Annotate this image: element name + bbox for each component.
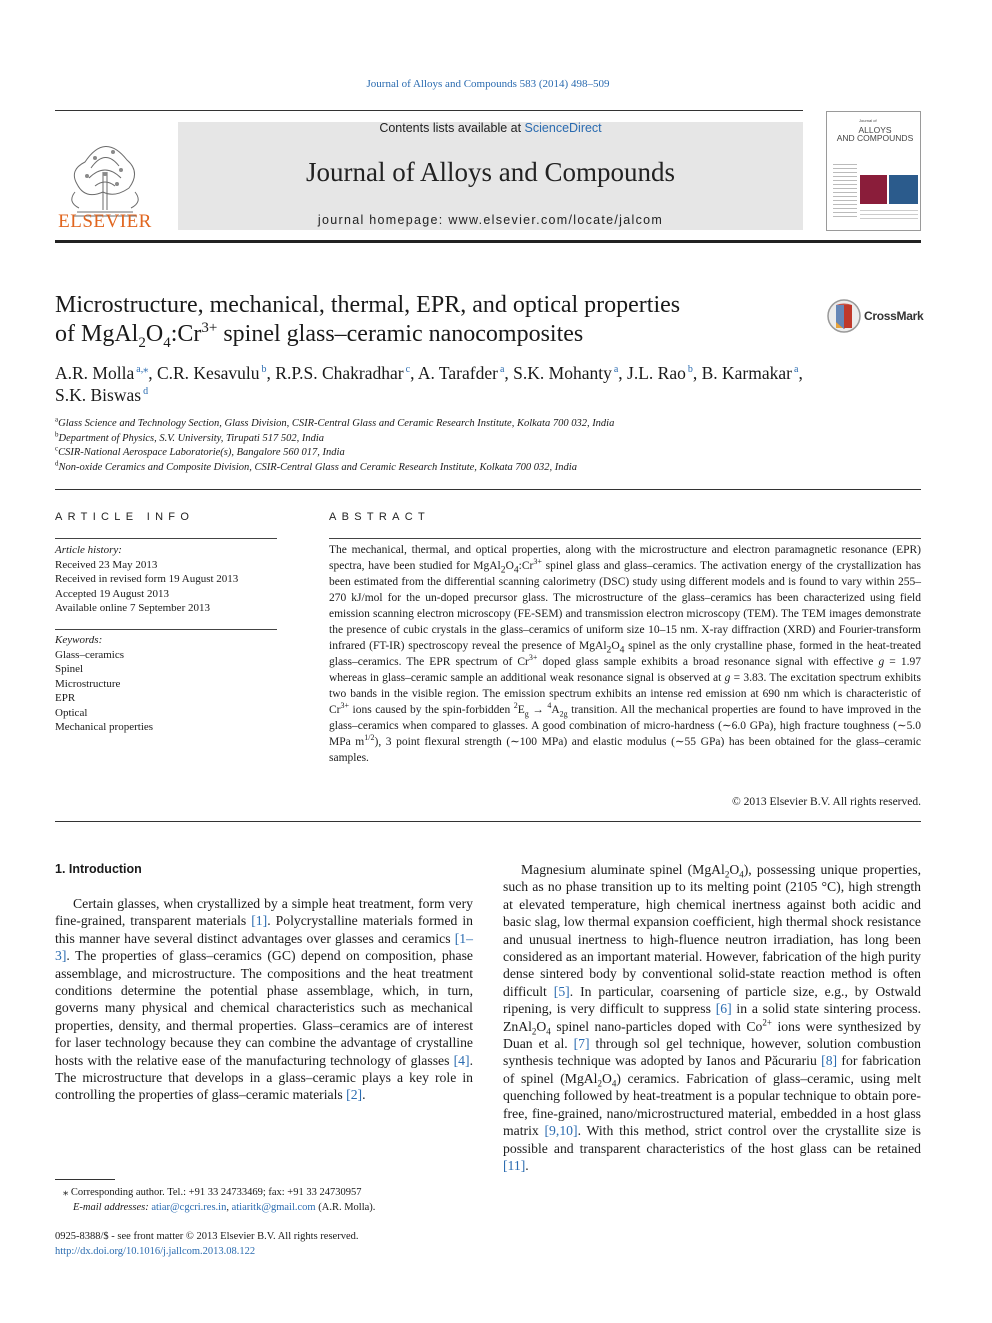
title-sub: 2 [138,334,146,351]
body-text: . Polycrystalline materials formed in this manner have several distinct advantages over glasses and ceramics [55,913,474,946]
affiliation-mark: b [55,430,59,438]
abstract-text: = 3.83. The excitation spectrum exhibits two bands in the visible region. The emission spectrum exhibits an intense red emission at 690 nm which is characteristic of Cr [329,672,921,716]
author-affiliation-mark[interactable]: a [794,364,799,376]
body-text: . In particular, coarsening of particle size, e.g., by Ostwald ripening, is very difficult to suppress [503,983,922,1017]
article-history [55,543,277,616]
abstract-heading: ABSTRACT [329,511,431,523]
keywords-label: Keywords: [55,634,103,646]
body-text: . The properties of glass–ceramics (GC) depend on composition, phase assemblage, and microstructure. The compositions and the heat treatment conditions determine the potential phase assemblage, which, in turn, governs many physical and chemical characteristics such as mechanical properties, density, and thermal properties. Glass–ceramics are of interest for laser technology because they can combine the advantage of crystalline hosts with the relative ease of the manufacturing technology of glasses [55,948,473,1068]
journal-reference[interactable]: Journal of Alloys and Compounds 583 (2014) 498–509 [366,78,610,90]
cover-red-block [860,175,887,204]
cover-text-lines [833,164,857,219]
citation-link[interactable]: [8] [821,1053,838,1069]
homepage-link[interactable]: www.elsevier.com/locate/jalcom [448,213,664,227]
sciencedirect-link[interactable]: ScienceDirect [524,121,602,135]
keywords-block [55,633,277,735]
article-title [55,291,785,349]
affiliation-mark: c [55,444,59,453]
affiliation-text: Glass Science and Technology Section, Glass Division, CSIR-Central Glass and Ceramic Research Institute, Kolkata 700 032, India [58,418,615,429]
author-separator: , [266,363,276,383]
divider-rule [55,489,921,490]
affiliation-item [55,417,921,432]
email-tail: (A.R. Molla). [315,1202,376,1213]
elsevier-wordmark[interactable]: ELSEVIER [58,211,152,232]
abstract-text: transition. All the mechanical properties are found to have improved in the glass–ceramics when compared to glasses. A good combination of micro-hardness (∼6.0 GPa), high fracture toughness (∼5.0 MPa m [329,704,922,748]
author-affiliation-mark[interactable]: a,⁎ [136,364,149,376]
author-affiliation-mark[interactable]: c [405,364,411,376]
section-heading-introduction: 1. Introduction [55,862,142,876]
cover-journal-of: Journal of [859,118,877,123]
intro-column-left [55,895,473,1104]
affiliation-text: CSIR-National Aerospace Laboratorie(s), Bangalore 560 017, India [58,447,345,458]
body-text: ), possessing unique properties, such as no phase transition up to its melting point (2105 °C), high strength at elevated temperature, high chemical inertness against both acidic and basic slag, low thermal expansion coefficient, high thermal shock resistance and unusual inertness to high-fluence neutron irradiation, has long been considered as an important material. However, fabrication of the high purity dense sintered body by conventional solid-state reaction method is often difficult [503,862,921,999]
cover-blue-block [889,175,918,204]
keyword-item: Optical [55,706,88,719]
history-item: Received 23 May 2013 [55,558,158,571]
author-separator: , [410,363,418,383]
author-name[interactable]: A. Tarafder [417,363,498,383]
keyword-item: EPR [55,692,76,704]
citation-link[interactable]: [11] [503,1157,526,1173]
citation-link[interactable]: [5] [553,983,570,999]
affiliation-list [55,417,921,475]
crossmark-icon [826,298,862,334]
citation-link[interactable]: [2] [346,1087,363,1103]
affiliation-item [55,446,921,461]
history-label: Article history: [55,544,122,556]
author-name[interactable]: B. Karmakar [701,363,792,383]
email-link[interactable]: atiar@cgcri.res.in [151,1202,227,1213]
email-link[interactable]: atiaritk@gmail.com [231,1202,316,1213]
title-rest: spinel glass–ceramic nanocomposites [217,321,584,347]
abstract-text: The mechanical, thermal, and optical properties, along with the microstructure and electron paramagnetic resonance (EPR) spectra, have been studied for MgAl [329,544,921,572]
citation-link[interactable]: [7] [573,1036,590,1052]
history-item: Accepted 19 August 2013 [55,587,169,600]
body-text: ) ceramics. Fabrication of glass–ceramic, using melt quenching followed by heat-treatment is a popular technique to obtain pore-free, fine-grained, nano/microstructured material, embedded in a host glass matrix [503,1070,922,1139]
abstract-text: spinel glass and glass–ceramics. The activation energy of the crystallization has been estimated from the differential scanning calorimetry (DSC) study using different models and is found to vary within 255–270 kJ/mol for the un-doped precursor glass. The microstructure of the glass–ceramics has been characterized using field emission scanning electron microscopy (FE-SEM) and transmission electron microscopy (TEM). The TEM images demonstrate the presence of cubic crystals in the glass–ceramics of uniform size 10–15 nm. X-ray diffraction (XRD) and Fourier-transform infrared (FT-IR) spectroscopy reveal the presence of MgAl [329,560,921,652]
keyword-item: Microstructure [55,677,121,690]
keyword-item: Glass–ceramics [55,648,125,661]
author-affiliation-mark[interactable]: b [687,364,693,376]
body-text: ions were synthesized by Duan et al. [503,1018,921,1052]
author-separator: , [798,363,803,383]
cover-title-compounds: AND COMPOUNDS [836,133,914,143]
author-name[interactable]: S.K. Mohanty [513,363,612,383]
author-name[interactable]: J.L. Rao [627,363,686,383]
homepage-prefix: journal homepage: [317,213,449,227]
body-text: . With this method, strict control over the crystallite size is possible and transparent characteristics of the host glass can be retained [503,1123,921,1156]
abstract-body: The mechanical, thermal, and optical properties, along with the microstructure and electron paramagnetic resonance (EPR) spectra, have been studied for $MgAl_2O_4:Cr^{3+}$ spinel glass and glass–ceramics. The activation energy of the crystallization has been estimated from the differential scanning calorimetry (DSC) study using different models and is found to vary within 255–270 kJ/mol for the un-doped precursor glass. The microstructure of the glass–ceramics has been characterized using field emission scanning electron microscopy (FE-SEM) and transmission electron microscopy (TEM). The TEM images demonstrate the presence of cubic crystals in the glass–ceramics of uniform size 10–15 nm. X-ray diffraction (XRD) and Fourier-transform infrared (FT-IR) spectroscopy reveal the presence of $MgAl_2O_4$ spinel as the only crystalline phase, formed in the heat-treated glass–ceramics. The EPR spectrum of $Cr^{3+}$ doped glass sample exhibits a broad resonance signal with effective g = 1.97 whereas in glass–ceramic sample an additional weak resonance signal is observed at g = 3.83. The excitation spectrum exhibits two bands in the visible region. The emission spectrum exhibits an intense red emission at 690 nm which is characteristic of $Cr^{3+}$ ions caused by the spin-forbidden $^2E_g \to ^4A_{2g}$ transition. All the mechanical properties are found to have improved in the glass–ceramics when compared to glasses. A good combination of micro-hardness (∼6.0 GPa), high fracture toughness (∼5.0 MPa $m^{1/2}$), 3 point flexural strength (∼100 MPa) and elastic modulus (∼55 GPa) has been obtained for the glass–ceramic samples. [329,544,922,764]
affiliation-text: Department of Physics, S.V. University, Tirupati 517 502, India [58,432,325,444]
keyword-item: Mechanical properties [55,721,154,733]
citation-link[interactable]: [4] [453,1052,470,1068]
affiliation-item [55,432,921,447]
body-text: . [362,1087,366,1103]
author-separator: , [692,363,702,383]
affiliation-text: Non-oxide Ceramics and Composite Division, CSIR-Central Glass and Ceramic Research Institute, Kolkata 700 032, India [58,461,577,473]
copyright-line: © 2013 Elsevier B.V. All rights reserved. [732,796,921,808]
author-affiliation-mark[interactable]: a [499,364,505,376]
divider-rule [55,821,921,822]
author-separator: , [148,363,157,383]
keyword-item: Spinel [55,663,84,675]
issn-line: 0925-8388/$ - see front matter © 2013 Elsevier B.V. All rights reserved. [55,1231,359,1242]
email-line [55,1200,485,1215]
abstract-text: ), 3 point flexural strength (∼100 MPa) and elastic modulus (∼55 GPa) has been obtained for the glass–ceramic samples. [329,736,921,764]
citation-link[interactable]: [1] [251,913,268,929]
email-separator: , [226,1202,232,1213]
contents-line [178,121,803,135]
masthead-top-rule [55,110,803,111]
body-text: . [525,1157,529,1173]
corresponding-author-line: ⁎ Corresponding author. Tel.: +91 33 24733469; fax: +91 33 24730957 [63,1187,362,1198]
journal-cover-thumbnail[interactable] [826,111,921,231]
affiliation-mark: a [55,415,59,424]
body-text: spinel nano-particles doped with Co [550,1018,763,1034]
cover-title-alloys: ALLOYS [858,125,892,135]
abstract-text: ions caused by the spin-forbidden [349,704,514,716]
title-cr: :Cr [170,321,202,347]
affiliation-mark: d [55,459,59,467]
cover-title [833,126,917,142]
footnote-rule [55,1179,115,1180]
author-separator: , [618,363,628,383]
crossmark-label: CrossMark [864,309,924,323]
info-rule [55,629,277,630]
intro-column-right: Magnesium aluminate spinel $(MgAl_2O_4)$, possessing unique properties, such as no phase transition up to its melting point (2105 °C), high strength at elevated temperature, high chemical inertness against both acidic and basic slag, low thermal expansion coefficient, high thermal shock resistance and unusual inertness to high-fluence neutron irradiation, has long been considered as an important material. However, fabrication of the high purity dense sintered body by conventional solid-state reaction method is often difficult [5]. In particular, coarsening of particle size, e.g., by Ostwald ripening, is very difficult to suppress [6] in a solid state sintering process. $ZnAl_2O_4$ spinel nano-particles doped with $Co^{2+}$ ions were synthesized by Duan et al. [7] through sol gel technique, however, solution combustion synthesis technique was adopted by Ianos and Păcurariu [8] for fabrication of spinel $(MgAl_2O_4)$ ceramics. Fabrication of glass–ceramic, using melt quenching followed by heat-treatment is a popular technique to obtain pore-free, fine-grained, nano/microstructured material, embedded in a host glass matrix [9,10]. With this method, strict control over the crystallite size is possible and transparent characteristics of the host glass can be retained [11]. [503,862,922,1173]
title-line-1: Microstructure, mechanical, thermal, EPR, and optical properties [55,292,681,318]
corresponding-author-footnote [55,1185,485,1215]
title-sub: 4 [163,334,171,351]
masthead-thick-rule [55,240,921,243]
contents-prefix: Contents lists available at [379,121,525,135]
journal-title[interactable]: Journal of Alloys and Compounds [306,157,675,187]
body-text: in a solid state sintering process. ZnAl [503,1001,922,1034]
author-affiliation-mark[interactable]: a [613,364,619,376]
author-name[interactable]: A.R. Molla [55,363,135,383]
citation-link[interactable]: [9,10] [544,1123,578,1139]
author-list [55,362,921,406]
abstract-rule [329,538,921,539]
email-label: E-mail addresses: [73,1202,152,1213]
history-item: Available online 7 September 2013 [55,602,210,614]
body-text: . The microstructure that develops in a glass–ceramic plays a key role in controlling the properties of glass–ceramic materials [55,1052,473,1103]
abstract-text: doped glass sample exhibits a broad resonance signal with effective [537,656,879,668]
title-sup: 3+ [201,320,218,336]
author-separator: , [504,363,514,383]
abstract-text: :Cr [518,560,534,572]
issn-block [55,1230,485,1259]
body-text: Magnesium aluminate spinel (MgAl [521,862,725,877]
author-name[interactable]: C.R. Kesavulu [156,363,260,383]
info-rule [55,538,277,539]
cover-footer-lines [860,210,918,222]
author-affiliation-mark[interactable]: d [143,386,149,398]
citation-link[interactable]: [1–3] [55,930,473,964]
author-name[interactable]: R.P.S. Chakradhar [275,363,404,383]
citation-link[interactable]: [6] [715,1001,732,1017]
abstract-text: spinel as the only crystalline phase, formed in the heat-treated glass–ceramics. The EPR spectrum of Cr [329,640,921,668]
homepage-line [178,213,803,227]
affiliation-item [55,461,921,476]
abstract-text: = 1.97 whereas in glass–ceramic sample an additional weak resonance signal is observed at [329,656,921,684]
article-info-heading: ARTICLE INFO [55,511,195,523]
body-text: through sol gel technique, however, solution combustion synthesis technique was adopted by Ianos and Păcurariu [503,1036,921,1069]
doi-link[interactable]: http://dx.doi.org/10.1016/j.jallcom.2013.08.122 [55,1245,256,1257]
body-text: for fabrication of spinel (MgAl [503,1053,921,1086]
history-item: Received in revised form 19 August 2013 [55,573,239,585]
author-name[interactable]: S.K. Biswas [55,385,142,405]
body-text: Certain glasses, when crystallized by a simple heat treatment, form very fine-grained, transparent materials [55,896,473,929]
title-of: of MgAl [55,321,139,347]
author-affiliation-mark[interactable]: b [261,364,267,376]
title-o: O [145,321,164,347]
